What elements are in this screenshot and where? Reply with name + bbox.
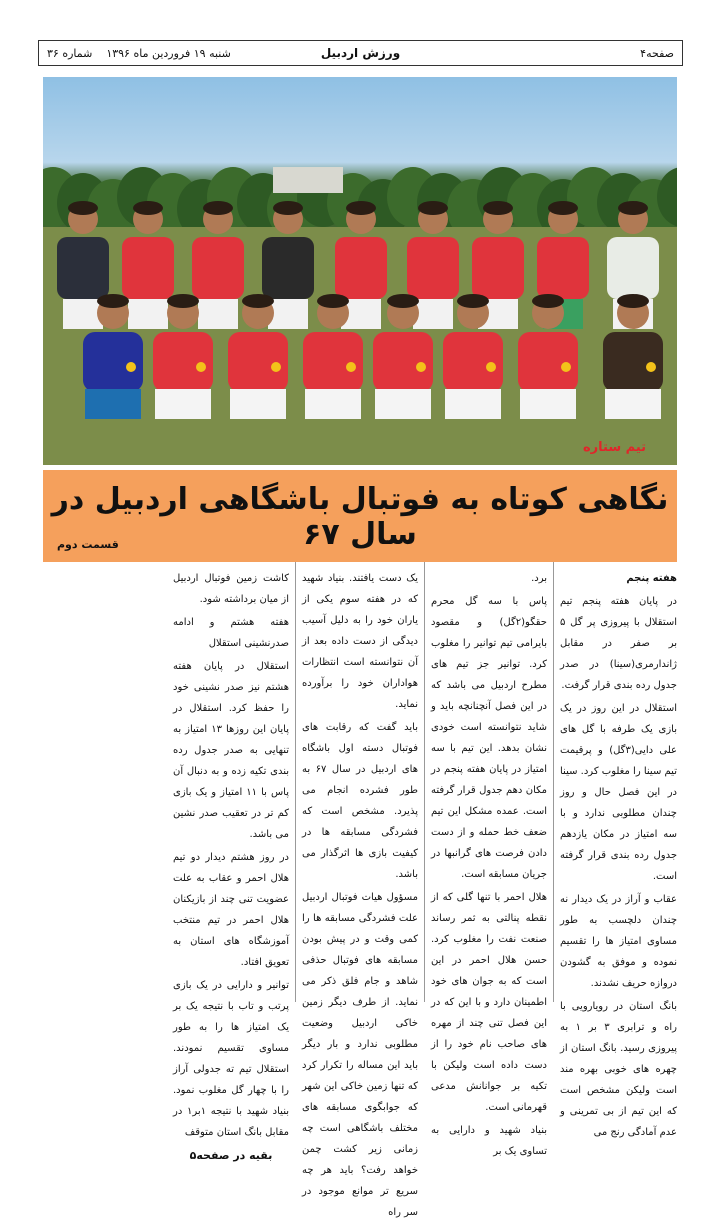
flower (196, 362, 206, 372)
player-hair (532, 294, 564, 308)
player-hair (242, 294, 274, 308)
player-hair (617, 294, 649, 308)
page-header (38, 40, 683, 66)
flower (561, 362, 571, 372)
player-shorts (128, 299, 168, 329)
article-paragraph: هفته هشتم و ادامه صدرنشینی استقلال (173, 617, 289, 649)
headline-banner (43, 470, 677, 562)
continued-note: بقیه در صفحه۵ (189, 1149, 273, 1162)
player-shirt (192, 237, 244, 299)
building (273, 167, 343, 193)
player-hair (167, 294, 199, 308)
article-paragraph: عقاب و آراز در یک دیدار نه چندان دلچسب به طور مساوی امتیاز ها را تقسیم نموده و موفق به گشودن دروازه حریف نشدند. (560, 894, 677, 989)
player-shirt (153, 332, 213, 392)
article-column (425, 562, 554, 1157)
player-shorts (230, 389, 286, 419)
flower (346, 362, 356, 372)
article-paragraph: یک دست یافتند. بنیاد شهید که در هفته سوم یکی از یاران خود را به دلیل آسیب دیدگی از دست داده بعد از آن نتوانسته است انتظارات هواداران خود را برآورده نماید. (302, 573, 418, 710)
article-paragraph: در پایان هفته پنجم تیم استقلال با پیروزی پر گل ۵ بر صفر در مقابل ژاندارمری(سینا) در صدر جدول رده بندی قرار گرفت. (560, 596, 677, 691)
player-hair (68, 201, 98, 215)
article-paragraph: استقلال در این روز در یک بازی یک طرفه با گل های علی دایی(۳گل) و پرقیمت تیم سینا را مغلوب کرد. سینا در این فصل حال و روز چندان مطلوبی ندارد و با سه امتیاز در مکان یازدهم جدول رده بندی قرار گرفته است. (560, 703, 678, 882)
player-shirt (83, 332, 143, 392)
newspaper-title: ورزش اردبیل (320, 46, 401, 60)
team-photo (43, 77, 677, 465)
article-paragraph: کاشت زمین فوتبال اردبیل از میان برداشته شود. (173, 573, 289, 605)
section-heading: هفته پنجم (626, 573, 677, 584)
flower (271, 362, 281, 372)
flower (486, 362, 496, 372)
player-shirt (228, 332, 288, 392)
player-shirt (335, 237, 387, 299)
player-shorts (375, 389, 431, 419)
player-shirt (537, 237, 589, 299)
player-hair (97, 294, 129, 308)
article-paragraph: بنیاد شهید و دارایی به تساوی یک بر (431, 1125, 547, 1157)
player-shorts (85, 389, 141, 419)
article-paragraph: بانگ استان در رویارویی با راه و ترابری ۳ بر ۱ به پیروزی رسید. بانگ استان از چهره های خوبی بهره مند است ولیکن مشخص است که این تیم از بی تمرینی و عدم آمادگی رنج می (560, 1001, 678, 1138)
player-hair (483, 201, 513, 215)
player-shirt (57, 237, 109, 299)
player-shirt (122, 237, 174, 299)
team-photo-drawing (43, 77, 677, 465)
player-shirt (607, 237, 659, 299)
player-shorts (413, 299, 453, 329)
player-hair (346, 201, 376, 215)
player-hair (457, 294, 489, 308)
article-paragraph: پاس با سه گل محرم حقگو(۲گل) و مقصود بایرامی تیم توانیر را مغلوب کرد. توانیر جز تیم های مطرح اردبیل می باشد که در این فصل آنچنانچه باید و شاید نتوانسته است خودی نشان بدهد. این تیم با سه امتیاز در پایان هفته پنجم در مکان دهم جدول قرار گرفته است. عمده مشکل این تیم ضعف خط حمله و از دست دادن فرصت های گرانبها در جریان مسابقه است. (431, 596, 547, 880)
article-paragraph: هلال احمر با تنها گلی که از نقطه پنالتی به ثمر رساند صنعت نفت را مغلوب کرد. حسن هلال احمر در این است که به جوان های خود اطمینان دارد و با این که در این فصل تنی چند از مهره های صاحب نام خود را از دست داده است ولیکن با تکیه بر جوانانش مدعی قهرمانی است. (431, 892, 547, 1113)
headline: نگاهی کوتاه به فوتبال باشگاهی اردبیل در سال ۶۷ (51, 482, 669, 552)
player-hair (418, 201, 448, 215)
player-hair (387, 294, 419, 308)
player-shirt (472, 237, 524, 299)
flower (646, 362, 656, 372)
page-number: صفحه۴ (640, 46, 674, 60)
player-shirt (518, 332, 578, 392)
article-column (296, 562, 425, 1218)
article-paragraph: استقلال در پایان هفته هشتم نیز صدر نشینی خود را حفظ کرد. استقلال در پایان این روزها ۱۳ امتیاز به تنهایی به صدر جدول رده بندی تکیه زده و به دنبال آن پاس با ۱۱ امتیاز و یک بازی کم تر در تعقیب صدر نشین می باشد. (173, 661, 289, 840)
article-column (554, 562, 683, 1138)
article-paragraph: مسؤول هیات فوتبال اردبیل علت فشردگی مسابقه ها را کمی وقت و در پیش بودن مسابقه های فوتبال حذفی شاهد و جام فلق ذکر می نماید. از طرف دیگر زمین خاکی اردبیل وضعیت مطلوبی ندارد و بار دیگر باید این مساله را تکرار کرد که تنها زمین خاکی این شهر که جوابگوی مسابقه های مختلف باشگاهی است چه زمانی زیر کشت چمن خواهد رفت؟ باید هر چه سریع تر موانع موجود در سر راه (302, 892, 418, 1218)
player-hair (273, 201, 303, 215)
flower (126, 362, 136, 372)
player-shirt (443, 332, 503, 392)
player-shirt (407, 237, 459, 299)
player-shirt (262, 237, 314, 299)
issue-date: شنبه ۱۹ فروردین ماه ۱۳۹۶ (106, 46, 231, 60)
photo-caption: تیم ستاره (583, 440, 647, 455)
player-shorts (63, 299, 103, 329)
article-paragraph: باید گفت که رقابت های فوتبال دسته اول باشگاه های اردبیل در سال ۶۷ به طور فشرده انجام می پذیرد. مشخص است که فشردگی مسابقه ها در کیفیت بازی ها اثرگذار می باشد. (302, 722, 418, 880)
player-hair (133, 201, 163, 215)
flower (416, 362, 426, 372)
issue-info (47, 47, 231, 60)
player-hair (203, 201, 233, 215)
player-hair (548, 201, 578, 215)
issue-number: شماره ۳۶ (47, 46, 93, 60)
player-shorts (445, 389, 501, 419)
player-shorts (198, 299, 238, 329)
player-shirt (603, 332, 663, 392)
player-shorts (520, 389, 576, 419)
player-shorts (305, 389, 361, 419)
article-paragraph: در روز هشتم دیدار دو تیم هلال احمر و عقاب به علت عضویت تنی چند از بازیکنان هلال احمر در تیم منتخب آموزشگاه های استان به تعویق افتاد. (173, 852, 289, 968)
article-paragraph: توانیر و دارایی در یک بازی پرتب و تاب با نتیجه یک بر یک امتیاز ها را به طور مساوی تقسیم نمودند. استقلال تیم ته جدولی آراز را با چهار گل مغلوب نمود. بنیاد شهید با نتیجه ۱بر۱ در مقابل بانگ استان متوقف (173, 980, 289, 1138)
article-part: قسمت دوم (57, 538, 119, 551)
player-shirt (303, 332, 363, 392)
article-columns (38, 562, 683, 1218)
player-hair (618, 201, 648, 215)
player-shorts (268, 299, 308, 329)
player-shorts (155, 389, 211, 419)
player-shorts (605, 389, 661, 419)
player-shirt (373, 332, 433, 392)
player-hair (317, 294, 349, 308)
article-column (167, 562, 296, 1162)
article-paragraph: برد. (531, 573, 547, 584)
